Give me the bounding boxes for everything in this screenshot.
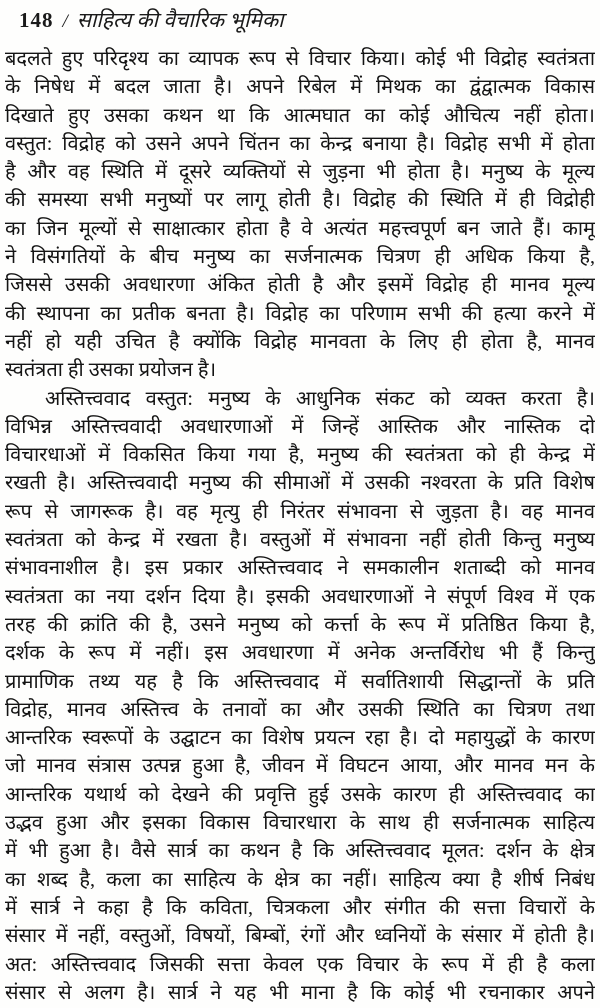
- page-header: [5, 6, 595, 40]
- text-line: आन्तरिक स्वरूपों के उद्घाटन का विशेष प्रयत्न रहा है। दो महायुद्धों के कारण: [5, 727, 595, 750]
- text-line: वस्तुत: विद्रोह को उसने अपने चिंतन का केन्द्र बनाया है। विद्रोह सभी में होता: [5, 132, 595, 155]
- text-line: में भी हुआ है। वैसे सार्त्र का कथन है कि अस्तित्त्ववाद मूलत: दर्शन के क्षेत्र: [5, 840, 595, 863]
- text-line: रूप से जागरूक है। वह मृत्यु ही निरंतर संभावना से जुड़ता है। वह मानव: [5, 500, 595, 523]
- text-line: नहीं हो यही उचित है क्योंकि विद्रोह मानवता के लिए ही होता है, मानव: [5, 330, 595, 353]
- text-line: स्वतंत्रता ही उसका प्रयोजन है।: [5, 359, 217, 382]
- text-line: प्रामाणिक तथ्य यह है कि अस्तित्त्ववाद में सर्वातिशायी सिद्धान्तों के प्रति: [5, 670, 595, 693]
- text-line: है और वह स्थिति में दूसरे व्यक्तियों से जुड़ना भी होता है। मनुष्य के मूल्य: [5, 161, 595, 184]
- paragraph: [5, 385, 595, 1008]
- body-text: [5, 45, 595, 1007]
- text-line: जिससे उसकी अवधारणा अंकित होती है और इसमें विद्रोह ही मानव मूल्य: [5, 274, 595, 297]
- text-line: की स्थापना का प्रतीक बनता है। विद्रोह का परिणाम सभी की हत्या करने में: [5, 302, 595, 325]
- page-number: 148: [19, 8, 54, 32]
- text-line: के निषेध में बदल जाता है। अपने रिबेल में मिथक का द्वंद्वात्मक विकास: [5, 76, 595, 99]
- text-line: विद्रोह, मानव अस्तित्त्व के तनावों का और उसकी स्थिति का चित्रण तथा: [5, 698, 595, 721]
- text-line: जो मानव संत्रास उत्पन्न हुआ है, जीवन में विघटन आया, और मानव मन के: [5, 755, 595, 778]
- text-line: में सार्त्र ने कहा है कि कविता, चित्रकला और संगीत की सत्ता विचारों के: [5, 896, 595, 919]
- text-line: ने विसंगतियों के बीच मनुष्य का सर्जनात्मक चित्रण ही अधिक किया है,: [5, 246, 595, 269]
- text-line: की समस्या सभी मनुष्यों पर लागू होती है। विद्रोह की स्थिति में ही विद्रोही: [5, 189, 595, 212]
- text-line: विभिन्न अस्तित्त्ववादी अवधारणाओं में जिन्हें आस्तिक और नास्तिक दो: [5, 415, 595, 438]
- text-line: संभावनाशील है। इस प्रकार अस्तित्त्ववाद ने समकालीन शताब्दी को मानव: [5, 557, 595, 580]
- text-line: विचारधाओं में विकसित किया गया है, मनुष्य की स्वतंत्रता को ही केन्द्र में: [5, 444, 595, 467]
- text-line: रखती है। अस्तित्त्ववादी मनुष्य की सीमाओं में उसकी नश्वरता के प्रति विशेष: [5, 472, 595, 495]
- text-line: संसार से अलग है। सार्त्र ने यह भी माना है कि कोई भी रचनाकार अपने: [5, 981, 595, 1004]
- header-separator: /: [62, 11, 68, 32]
- text-line: तरह की क्रांति की है, उसने मनुष्य को कर्त्ता के रूप में प्रतिष्ठित किया है,: [5, 613, 595, 636]
- text-line: आन्तरिक यथार्थ को देखने की प्रवृत्ति हुई उसके कारण ही अस्तित्त्ववाद का: [5, 783, 595, 806]
- text-line: का जिन मूल्यों से साक्षात्कार होता है वे अत्यंत महत्त्वपूर्ण बन जाते हैं। कामू: [5, 217, 595, 240]
- text-line: स्वतंत्रता का नया दर्शन दिया है। इसकी अवधारणाओं ने संपूर्ण विश्व में एक: [5, 585, 595, 608]
- text-line: बदलते हुए परिदृश्य का व्यापक रूप से विचार किया। कोई भी विद्रोह स्वतंत्रता: [5, 48, 595, 70]
- text-line: अस्तित्त्ववाद वस्तुत: मनुष्य के आधुनिक संकट को व्यक्त करता है।: [45, 387, 595, 410]
- text-line: उद्भव हुआ और इसका विकास विचारधारा के साथ ही सर्जनात्मक साहित्य: [5, 812, 595, 835]
- text-line: दिखाते हुए उसका कथन था कि आत्मघात का कोई औचित्य नहीं होता।: [5, 104, 595, 127]
- text-line: अत: अस्तित्त्ववाद जिसकी सत्ता केवल एक विचार के रूप में ही है कला: [5, 953, 595, 976]
- text-line: संसार में नहीं, वस्तुओं, विषयों, बिम्बों, रंगों और ध्वनियों के संसार में होती है।: [5, 925, 595, 948]
- text-line: दर्शक के रूप में नहीं। इस अवधारणा में अनेक अन्तर्विरोध भी हैं किन्तु: [5, 642, 595, 665]
- text-line: का शब्द है, कला का साहित्य के क्षेत्र का नहीं। साहित्य क्या है शीर्ष निबंध: [5, 868, 595, 891]
- paragraph: [5, 45, 595, 385]
- book-title: साहित्य की वैचारिक भूमिका: [76, 8, 284, 32]
- text-line: स्वतंत्रता को केन्द्र में रखता है। वस्तुओं में संभावना नहीं होती किन्तु मनुष्य: [5, 529, 595, 552]
